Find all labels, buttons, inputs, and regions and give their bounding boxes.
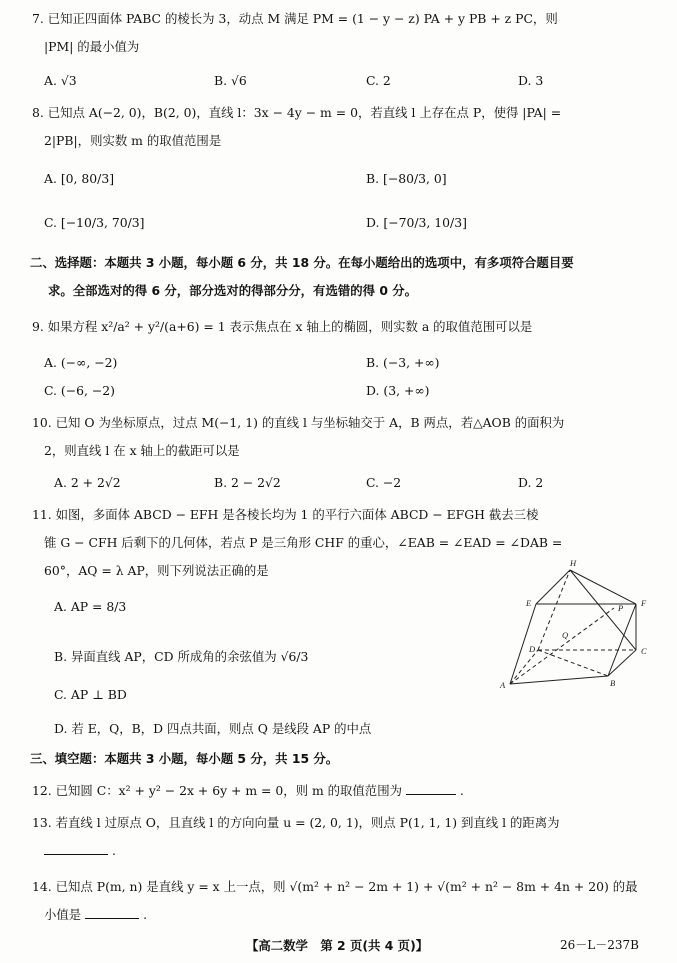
label-c: C [641, 646, 647, 656]
q14-line2 [44, 906, 147, 924]
q11-option-a: A. AP = 8/3 [54, 599, 127, 614]
q11-line3: 60°，AQ = λ AP，则下列说法正确的是 [44, 563, 269, 578]
q10-line2: 2，则直线 l 在 x 轴上的截距可以是 [44, 443, 240, 458]
q12-tail: . [459, 783, 464, 798]
q7-line2: |PM| 的最小值为 [44, 39, 140, 54]
q10-option-b: B. 2 − 2√2 [214, 475, 281, 490]
q8-line2: 2|PB|，则实数 m 的取值范围是 [44, 133, 222, 148]
polyhedron-figure [496, 556, 656, 690]
q8-option-a: A. [0, 80/3] [44, 171, 115, 186]
q10-option-d: D. 2 [518, 475, 544, 490]
label-p: P [618, 603, 624, 613]
label-e: E [526, 598, 532, 608]
section2-heading-line1: 二、选择题：本题共 3 小题，每小题 6 分，共 18 分。在每小题给出的选项中，有多项符合题目要 [30, 255, 574, 270]
q14-answer-blank[interactable] [85, 906, 139, 919]
q11-option-c: C. AP ⊥ BD [54, 687, 127, 702]
label-f: F [641, 598, 647, 608]
q7-option-b: B. √6 [214, 73, 247, 88]
footer-code: 26－L－237B [560, 938, 639, 952]
q11-option-b: B. 异面直线 AP，CD 所成角的余弦值为 √6/3 [54, 649, 309, 664]
edge-hc [570, 570, 636, 650]
edge-hf [570, 570, 636, 604]
q12-answer-blank[interactable] [406, 782, 456, 795]
q10-line1: 10. 已知 O 为坐标原点，过点 M(−1, 1) 的直线 l 与坐标轴交于 A，B 两点，若△AOB 的面积为 [32, 415, 565, 430]
q7-option-c: C. 2 [366, 73, 391, 88]
q9-line1: 9. 如果方程 x²/a² + y²/(a+6) = 1 表示焦点在 x 轴上的椭圆，则实数 a 的取值范围可以是 [32, 319, 533, 334]
q14-line1: 14. 已知点 P(m, n) 是直线 y = x 上一点，则 √(m² + n² − 2m + 1) + √(m² + n² − 8m + 4n + 20) 的最 [32, 879, 638, 894]
q7-option-a: A. √3 [44, 73, 77, 88]
q13-answer-blank[interactable] [44, 842, 108, 855]
q11-option-d: D. 若 E，Q，B，D 四点共面，则点 Q 是线段 AP 的中点 [54, 721, 372, 736]
label-q: Q [562, 630, 569, 640]
label-b: B [610, 678, 616, 688]
q14-text: 小值是 [44, 907, 82, 922]
q10-option-a: A. 2 + 2√2 [54, 475, 121, 490]
q7-option-d: D. 3 [518, 73, 544, 88]
section3-heading: 三、填空题：本题共 3 小题，每小题 5 分，共 15 分。 [30, 751, 339, 766]
q11-line2: 锥 G − CFH 后剩下的几何体，若点 P 是三角形 CHF 的重心，∠EAB = ∠EAD = ∠DAB = [44, 535, 563, 550]
label-a: A [500, 680, 506, 690]
q9-option-b: B. (−3, +∞) [366, 355, 440, 370]
q12-line1 [32, 782, 464, 800]
edge-eh [536, 570, 570, 604]
q9-option-d: D. (3, +∞) [366, 383, 430, 398]
section2-heading-line2: 求。全部选对的得 6 分，部分选对的得部分分，有选错的得 0 分。 [48, 283, 418, 298]
edge-ab [510, 676, 608, 684]
q9-option-c: C. (−6, −2) [44, 383, 115, 398]
q8-option-d: D. [−70/3, 10/3] [366, 215, 467, 230]
footer-page-info: 【高二数学 第 2 页(共 4 页)】 [246, 938, 429, 953]
q13-line1: 13. 若直线 l 过原点 O，且直线 l 的方向向量 u = (2, 0, 1)，则点 P(1, 1, 1) 到直线 l 的距离为 [32, 815, 560, 830]
q9-option-a: A. (−∞, −2) [44, 355, 118, 370]
q11-line1: 11. 如图，多面体 ABCD − EFH 是各棱长均为 1 的平行六面体 ABCD − EFGH 截去三棱 [32, 507, 539, 522]
q14-tail: . [143, 907, 148, 922]
label-h: H [570, 558, 577, 568]
segment-bd-hidden [538, 650, 608, 676]
q12-text: 12. 已知圆 C：x² + y² − 2x + 6y + m = 0，则 m 的取值范围为 [32, 783, 402, 798]
edge-bf [608, 604, 636, 676]
q7-line1: 7. 已知正四面体 PABC 的棱长为 3，动点 M 满足 PM = (1 − y − z) PA + y PB + z PC，则 [32, 11, 558, 26]
edge-bc [608, 650, 636, 676]
q8-line1: 8. 已知点 A(−2, 0)，B(2, 0)，直线 l：3x − 4y − m = 0，若直线 l 上存在点 P，使得 |PA| = [32, 105, 562, 120]
q13-tail: . [111, 843, 116, 858]
q13-line2 [44, 842, 116, 860]
label-d: D [529, 644, 536, 654]
q8-option-c: C. [−10/3, 70/3] [44, 215, 145, 230]
q10-option-c: C. −2 [366, 475, 402, 490]
q8-option-b: B. [−80/3, 0] [366, 171, 447, 186]
